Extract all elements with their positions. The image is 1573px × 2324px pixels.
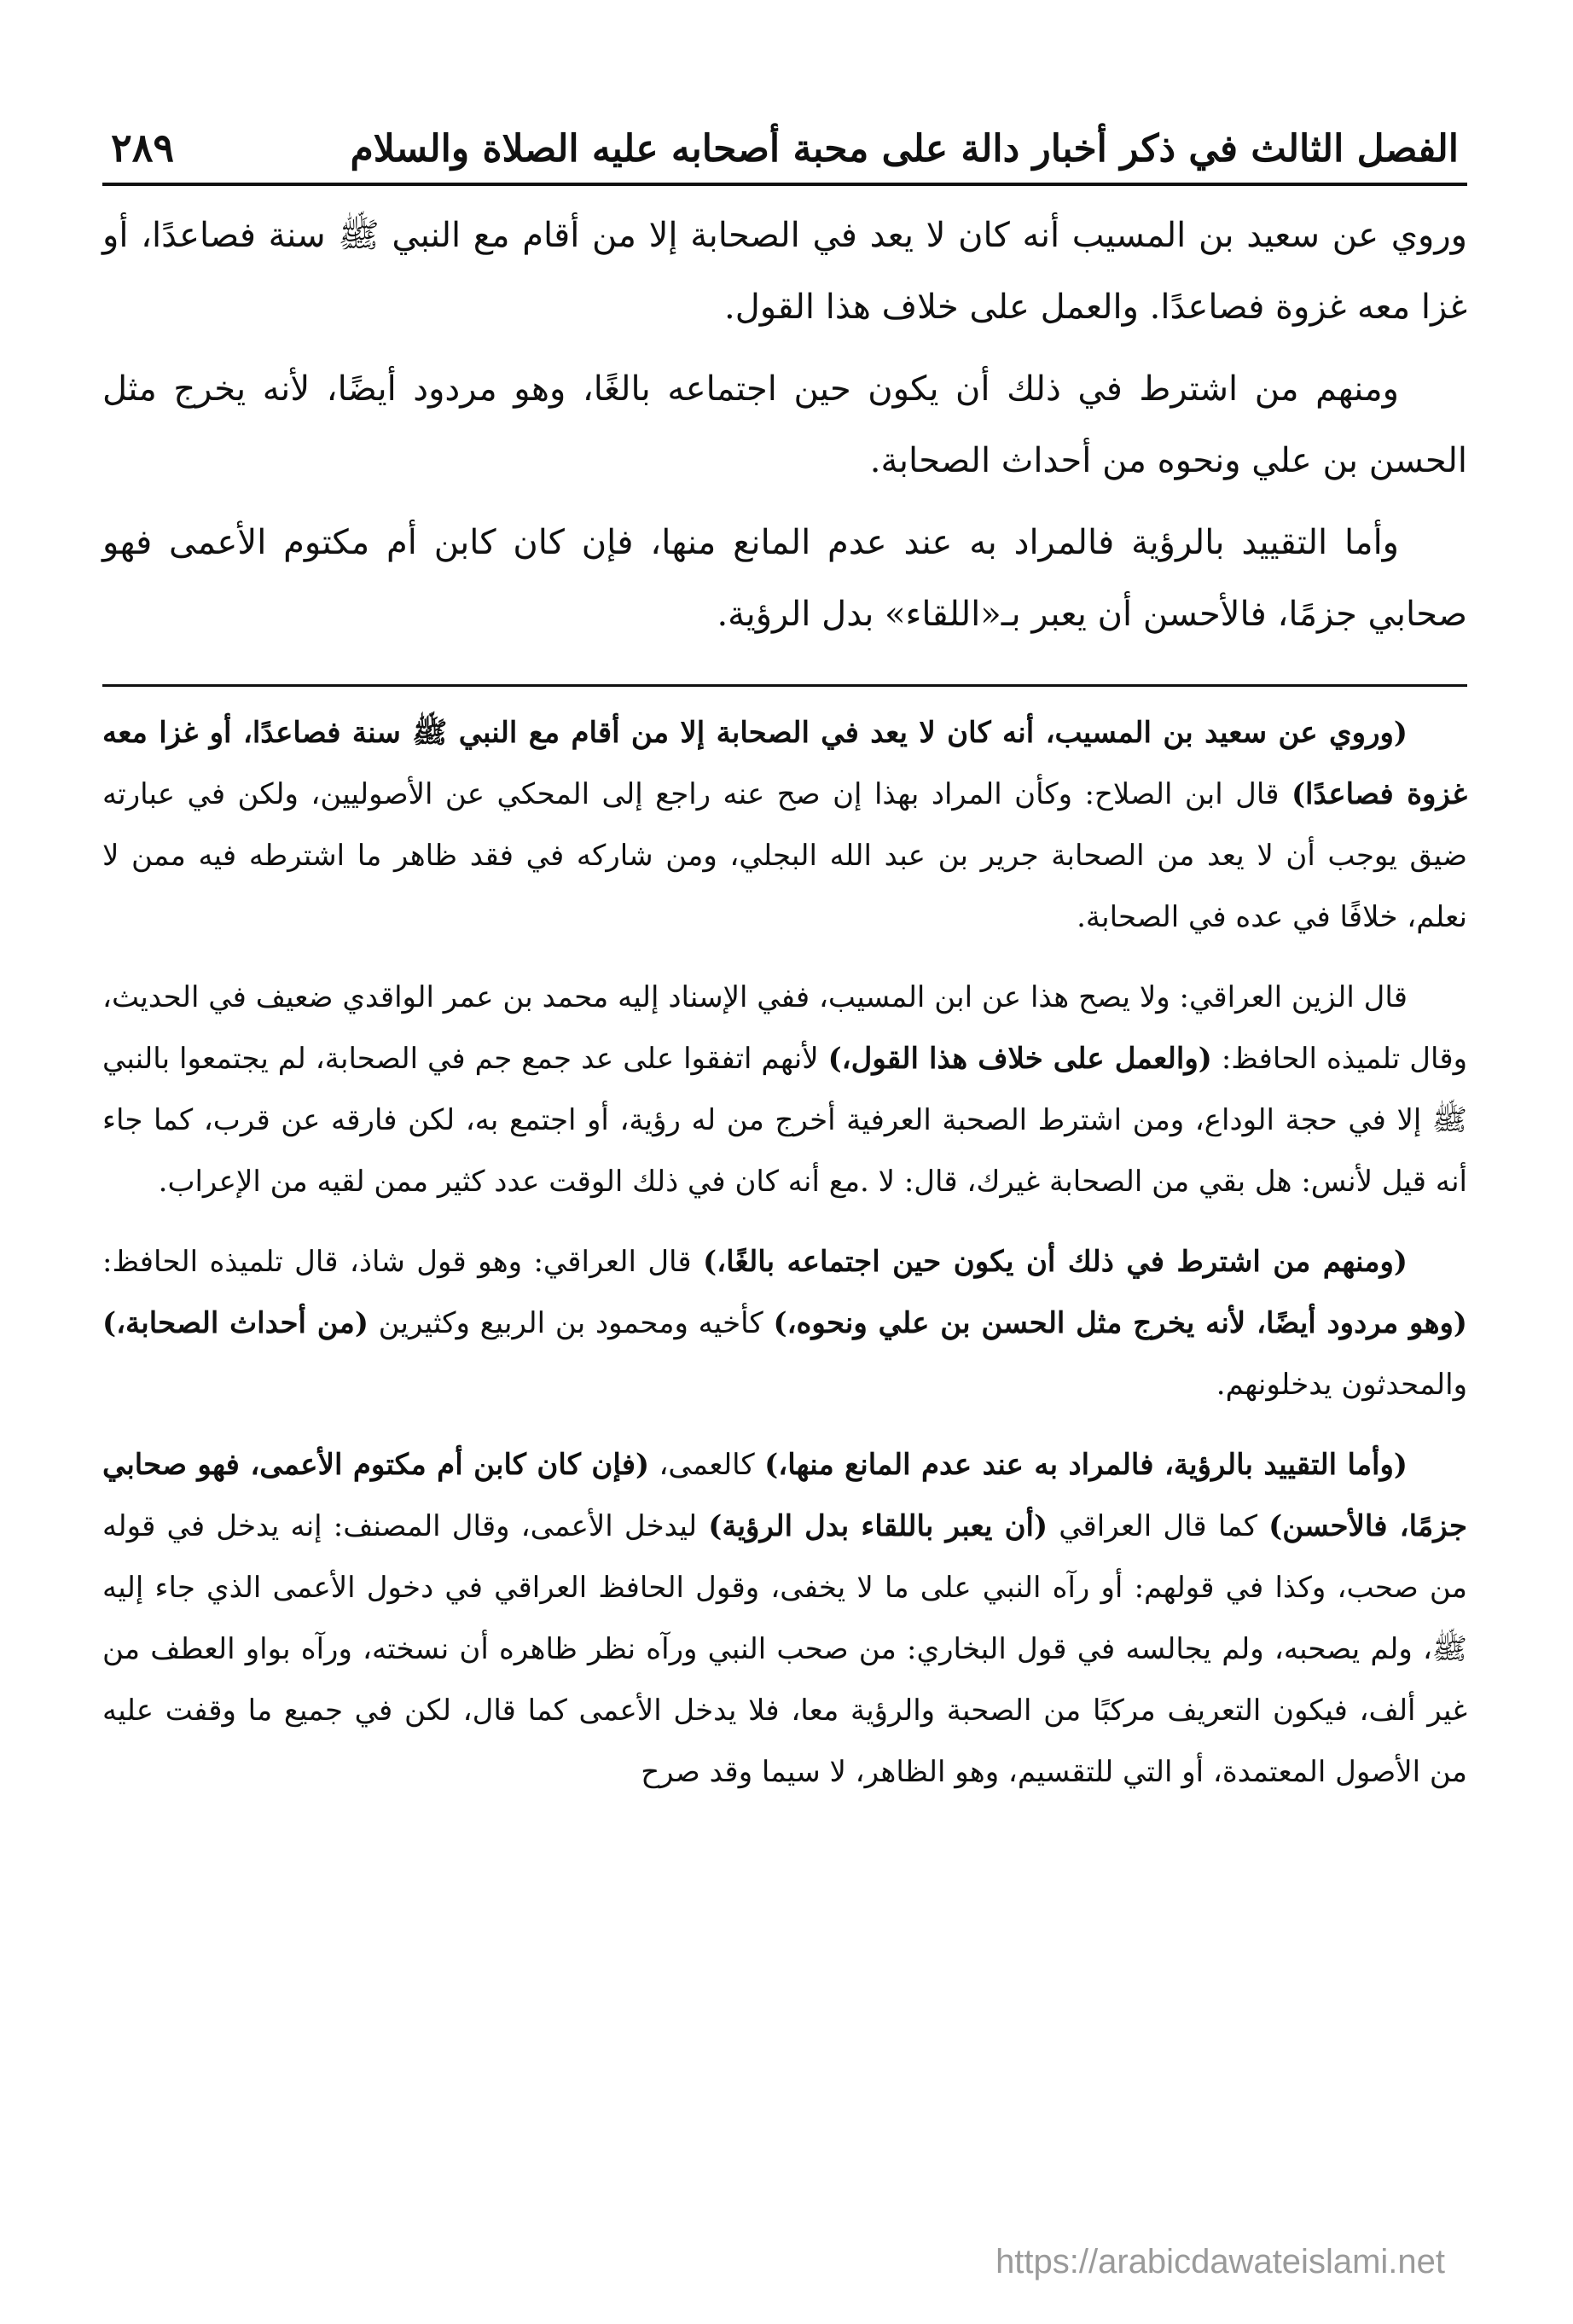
quoted-text: (والعمل على خلاف هذا القول،) xyxy=(827,1042,1212,1076)
quoted-text: (فإن كان كابن أم مكتوم الأعمى، فهو صحابي جزمًا، فالأحسن) xyxy=(102,1448,1467,1543)
commentary-text-run: قال العراقي: وهو قول شاذ، قال تلميذه الحافظ: xyxy=(102,1245,704,1279)
commentary-paragraph-1 xyxy=(102,702,1467,948)
quoted-text: (ومنهم من اشترط في ذلك أن يكون حين اجتماعه بالغًا،) xyxy=(703,1245,1408,1279)
quoted-text: (وهو مردود أيضًا، لأنه يخرج مثل الحسن بن علي ونحوه،) xyxy=(773,1306,1468,1340)
commentary-paragraph-3 xyxy=(102,1231,1467,1415)
main-paragraph-3: وأما التقييد بالرؤية فالمراد به عند عدم المانع منها، فإن كان كابن أم مكتوم الأعمى فهو صحابي جزمًا، فالأحسن أن يعبر بـ«اللقاء» بدل الرؤية. xyxy=(102,523,1467,634)
commentary-text-run: كأخيه ومحمود بن الربيع وكثيرين xyxy=(368,1306,774,1340)
commentary-paragraph-2 xyxy=(102,967,1467,1212)
quoted-text: (أن يعبر باللقاء بدل الرؤية) xyxy=(708,1509,1048,1543)
chapter-title: الفصل الثالث في ذكر أخبار دالة على محبة أصحابه عليه الصلاة والسلام xyxy=(350,127,1459,171)
commentary-text-run: كما قال العراقي xyxy=(1048,1509,1269,1543)
section-divider xyxy=(102,684,1467,687)
main-paragraph-1: وروي عن سعيد بن المسيب أنه كان لا يعد في الصحابة إلا من أقام مع النبي ﷺ سنة فصاعدًا، أو غزا معه غزوة فصاعدًا. والعمل على خلاف هذا القول. xyxy=(102,216,1467,327)
document-page xyxy=(102,102,1467,2252)
commentary-text-run: قال الزين العراقي: ولا يصح هذا عن ابن المسيب، ففي الإسناد إليه محمد بن عمر الواقدي ضعيف في الحديث، وقال تلميذه الحافظ: xyxy=(102,980,1467,1076)
quoted-text: (وأما التقييد بالرؤية، فالمراد به عند عدم المانع منها،) xyxy=(764,1448,1408,1482)
page-header xyxy=(102,102,1467,171)
quoted-text: (من أحداث الصحابة،) xyxy=(102,1306,369,1340)
quoted-text: (وروي عن سعيد بن المسيب، أنه كان لا يعد في الصحابة إلا من أقام مع النبي ﷺ سنة فصاعدًا، أو غزا معه غزوة فصاعدًا) xyxy=(102,716,1467,811)
commentary-text-run: والمحدثون يدخلونهم. xyxy=(1216,1368,1467,1402)
main-paragraph-2: ومنهم من اشترط في ذلك أن يكون حين اجتماعه بالغًا، وهو مردود أيضًا، لأنه يخرج مثل الحسن بن علي ونحوه من أحداث الصحابة. xyxy=(102,369,1467,480)
commentary-text-run: كالعمى، xyxy=(649,1448,765,1482)
header-divider xyxy=(102,183,1467,186)
commentary-text-run: لأنهم اتفقوا على عد جمع جم في الصحابة، لم يجتمعوا بالنبي ﷺ إلا في حجة الوداع، ومن اشترط الصحبة العرفية أخرج من له رؤية، أو اجتمع به، لكن فارقه عن قرب، كما جاء أنه قيل لأنس: هل بقي من الصحابة غيرك، قال: لا .مع أنه كان في ذلك الوقت عدد كثير ممن لقيه من الإعراب. xyxy=(102,1042,1467,1199)
commentary-text-run: ليدخل الأعمى، وقال المصنف: إنه يدخل في قوله من صحب، وكذا في قولهم: أو رآه النبي على ما لا يخفى، وقول الحافظ العراقي في دخول الأعمى الذي جاء إليه ﷺ، ولم يصحبه، ولم يجالسه في قول البخاري: من صحب النبي ورآه نظر ظاهره أن نسخته، ورآه بواو العطف من غير ألف، فيكون التعريف مركبًا من الصحبة والرؤية معا، فلا يدخل الأعمى كما قال، لكن في جميع ما وقفت عليه من الأصول المعتمدة، أو التي للتقسيم، وهو الظاهر، لا سيما وقد صرح xyxy=(102,1509,1467,1789)
commentary-paragraph-4 xyxy=(102,1434,1467,1803)
commentary-text-run: قال ابن الصلاح: وكأن المراد بهذا إن صح عنه راجع إلى المحكي عن الأصوليين، ولكن في عبارته ضيق يوجب أن لا يعد من الصحابة جرير بن عبد الله البجلي، ومن شاركه في فقد ظاهر ما اشترطه فيه ممن لا نعلم، خلافًا في عده في الصحابة. xyxy=(102,777,1467,934)
page-number: ٢٨٩ xyxy=(111,125,175,171)
watermark-url: https://arabicdawateislami.net xyxy=(995,2243,1445,2280)
main-text xyxy=(102,200,1467,650)
commentary-text xyxy=(102,702,1467,1803)
